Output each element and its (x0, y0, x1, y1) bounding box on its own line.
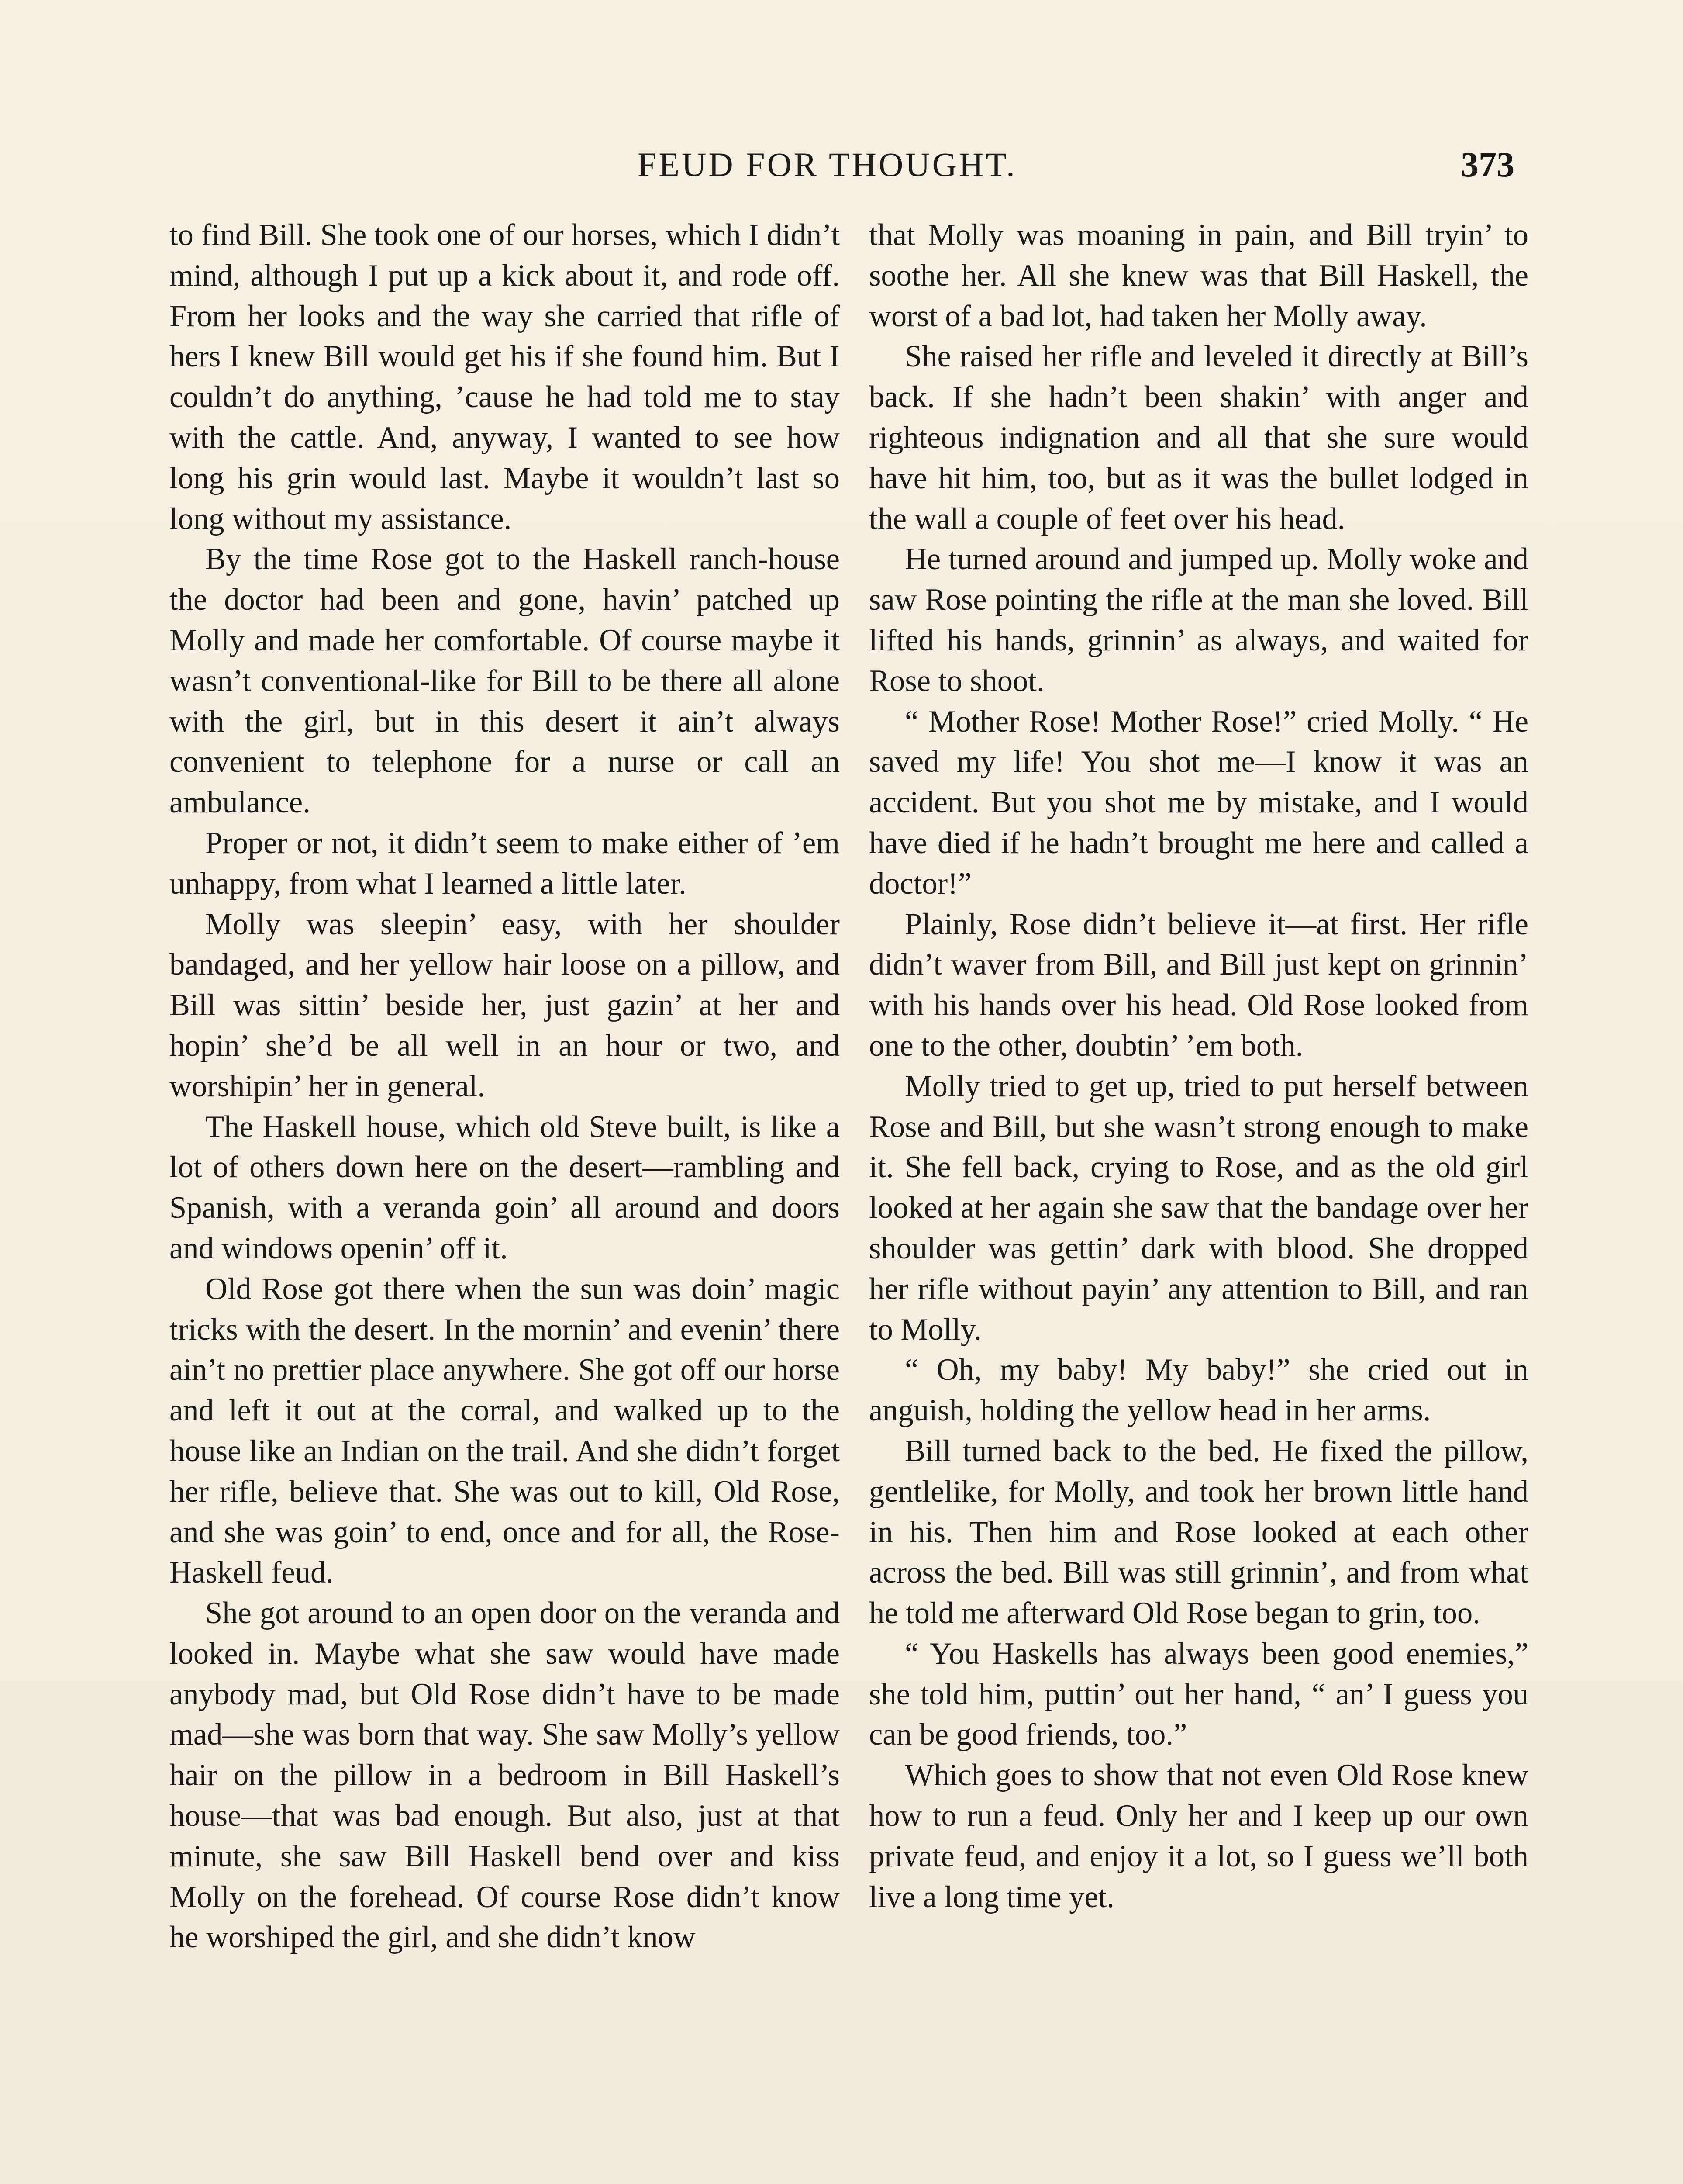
running-header (0, 141, 1683, 189)
story-title-header: FEUD FOR THOUGHT. (638, 145, 1017, 183)
paragraph: “ Oh, my baby! My baby!” she cried out in anguish, holding the yellow head in her arms. (869, 1353, 1528, 1428)
paragraph: that Molly was moaning in pain, and Bill tryin’ to soothe her. All she knew was that Bill Haskell, the worst of a bad lot, had taken her Molly away. (869, 218, 1528, 333)
paragraph: By the time Rose got to the Haskell ranch-house the doctor had been and gone, havin’ patched up Molly and made her comfortable. Of course maybe it wasn’t conventional-like for Bill to be there all alone with the girl, but in this desert it ain’t always convenient to telephone for a nurse or call an ambulance. (169, 542, 840, 820)
paragraph: to find Bill. She took one of our horses, which I didn’t mind, although I put up a kick about it, and rode off. From her looks and the way she carried that rifle of hers I knew Bill would get his if she found him. But I couldn’t do anything, ’cause he had told me to stay with the cattle. And, anyway, I wanted to see how long his grin would last. Maybe it wouldn’t last so long without my assistance. (169, 218, 840, 536)
paragraph: Old Rose got there when the sun was doin’ magic tricks with the desert. In the mornin’ and evenin’ there ain’t no prettier place anywhere. She got off our horse and left it out at the corral, and walked up to the house like an Indian on the trail. And she didn’t forget her rifle, believe that. She was out to kill, Old Rose, and she was goin’ to end, once and for all, the Rose-Haskell feud. (169, 1272, 840, 1590)
paragraph: Molly tried to get up, tried to put herself between Rose and Bill, but she wasn’t strong enough to make it. She fell back, crying to Rose, and as the old girl looked at her again she saw that the bandage over her shoulder was gettin’ dark with blood. She dropped her rifle without payin’ any attention to Bill, and ran to Molly. (869, 1069, 1528, 1347)
paragraph: Proper or not, it didn’t seem to make either of ’em unhappy, from what I learned a little later. (169, 826, 840, 901)
paragraph: Plainly, Rose didn’t believe it—at first. Her rifle didn’t waver from Bill, and Bill just kept on grinnin’ with his hands over his head. Old Rose looked from one to the other, doubtin’ ’em both. (869, 907, 1528, 1063)
paragraph: Molly was sleepin’ easy, with her shoulder bandaged, and her yellow hair loose on a pillow, and Bill was sittin’ beside her, just gazin’ at her and hopin’ she’d be all well in an hour or two, and worshipin’ her in general. (169, 907, 840, 1103)
paragraph: He turned around and jumped up. Molly woke and saw Rose pointing the rifle at the man she loved. Bill lifted his hands, grinnin’ as always, and waited for Rose to shoot. (869, 542, 1528, 698)
paragraph: “ Mother Rose! Mother Rose!” cried Molly. “ He saved my life! You shot me—I know it was an accident. But you shot me by mistake, and I would have died if he hadn’t brought me here and called a doctor!” (869, 704, 1528, 901)
page-number: 373 (1461, 145, 1514, 184)
text-column-left (169, 215, 840, 2184)
paragraph: She raised her rifle and leveled it directly at Bill’s back. If she hadn’t been shakin’ with anger and righteous indignation and all that she sure would have hit him, too, but as it was the bullet lodged in the wall a couple of feet over his head. (869, 339, 1528, 536)
text-column-right (869, 215, 1528, 2184)
paragraph: “ You Haskells has always been good enemies,” she told him, puttin’ out her hand, “ an’ I guess you can be good friends, too.” (869, 1636, 1528, 1752)
paragraph: The Haskell house, which old Steve built, is like a lot of others down here on the desert—rambling and Spanish, with a veranda goin’ all around and doors and windows openin’ off it. (169, 1109, 840, 1265)
paragraph: Which goes to show that not even Old Rose knew how to run a feud. Only her and I keep up our own private feud, and enjoy it a lot, so I guess we’ll both live a long time yet. (869, 1758, 1528, 1914)
paragraph: She got around to an open door on the veranda and looked in. Maybe what she saw would have made anybody mad, but Old Rose didn’t have to be made mad—she was born that way. She saw Molly’s yellow hair on the pillow in a bedroom in Bill Haskell’s house—that was bad enough. But also, just at that minute, she saw Bill Haskell bend over and kiss Molly on the forehead. Of course Rose didn’t know he worshiped the girl, and she didn’t know (169, 1596, 840, 1955)
paragraph: Bill turned back to the bed. He fixed the pillow, gentlelike, for Molly, and took her brown little hand in his. Then him and Rose looked at each other across the bed. Bill was still grinnin’, and from what he told me afterward Old Rose began to grin, too. (869, 1434, 1528, 1631)
